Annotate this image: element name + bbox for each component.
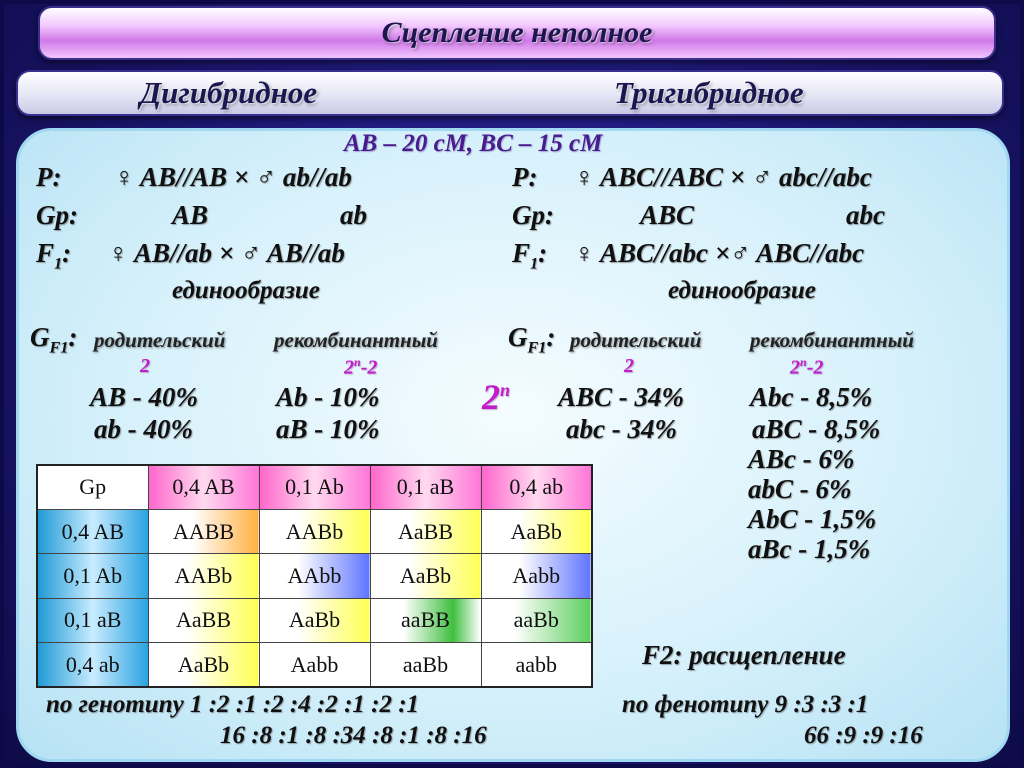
tri-recombinant-gamete-4: abC - 6%	[748, 474, 852, 504]
punnett-col-header: 0,4 AB	[148, 465, 259, 509]
punnett-row	[37, 509, 592, 553]
tri-recombinant-gamete-2: aBC - 8,5%	[752, 414, 881, 444]
tri-recombinant-gamete-3: ABc - 6%	[748, 444, 855, 474]
punnett-col-header: 0,1 Ab	[259, 465, 370, 509]
di-p-label: P:	[36, 162, 62, 192]
punnett-row-header: 0,1 aB	[37, 598, 148, 642]
tri-recombinant-count: 2$^n$-2	[790, 355, 824, 379]
tri-p-label: P:	[512, 162, 538, 192]
gene-distances: AB – 20 cM, BC – 15 cM	[344, 130, 603, 157]
di-parental-heading: родительский	[94, 328, 226, 352]
di-gp-label: Gp:	[36, 200, 78, 230]
punnett-cell: aaBb	[370, 643, 481, 687]
punnett-row	[37, 554, 592, 598]
di-parental-count: 2	[140, 355, 150, 377]
f2-segregation-label: F2: расщепление	[642, 640, 846, 670]
subtitle-banner	[16, 70, 1004, 116]
tri-recombinant-gamete-5: AbC - 1,5%	[748, 504, 877, 534]
genotype-ratio-trihybrid: 16 :8 :1 :8 :34 :8 :1 :8 :16	[220, 722, 487, 749]
punnett-cell: AaBb	[259, 598, 370, 642]
punnett-cell: AaBb	[481, 509, 592, 553]
punnett-cell: aaBb	[481, 598, 592, 642]
phenotype-ratio-dihybrid: по фенотипу 9 :3 :3 :1	[622, 691, 869, 718]
punnett-row-header: 0,1 Ab	[37, 554, 148, 598]
di-f1-label: $F_1$:	[36, 238, 72, 273]
punnett-cell: Aabb	[259, 643, 370, 687]
tri-gf1-label: $G_{F1}$:	[508, 322, 556, 357]
punnett-row-header: 0,4 AB	[37, 509, 148, 553]
di-recombinant-heading: рекомбинантный	[274, 328, 438, 352]
di-gp-gamete-1: AB	[172, 200, 209, 230]
punnett-cell: AABb	[259, 509, 370, 553]
punnett-cell: AaBB	[148, 598, 259, 642]
tri-uniformity: единообразие	[668, 277, 816, 304]
punnett-cell: aaBB	[370, 598, 481, 642]
title-banner	[38, 6, 996, 60]
di-parental-gamete-1: AB - 40%	[90, 382, 198, 412]
tri-gp-label: Gp:	[512, 200, 554, 230]
genotype-ratio-dihybrid: по генотипу 1 :2 :1 :2 :4 :2 :1 :2 :1	[46, 691, 420, 718]
di-gf1-label: $G_{F1}$:	[30, 322, 78, 357]
tri-parental-gamete-1: ABC - 34%	[558, 382, 685, 412]
punnett-header-row	[37, 465, 592, 509]
tri-gp-gamete-1: ABC	[640, 200, 695, 230]
punnett-cell: AaBb	[370, 554, 481, 598]
tri-recombinant-heading: рекомбинантный	[750, 328, 914, 352]
tri-parental-count: 2	[624, 355, 634, 377]
punnett-col-header: 0,1 aB	[370, 465, 481, 509]
tri-parental-heading: родительский	[570, 328, 702, 352]
tri-f1-cross: ♀ ABC//abc ×♂ ABC//abc	[574, 238, 865, 268]
tri-recombinant-gamete-1: Abc - 8,5%	[750, 382, 873, 412]
tri-p-cross: ♀ ABC//ABC × ♂ abc//abc	[574, 162, 872, 192]
di-f1-cross: ♀ AB//ab × ♂ AB//ab	[108, 238, 345, 268]
punnett-cell: Aabb	[481, 554, 592, 598]
punnett-row-header: 0,4 ab	[37, 643, 148, 687]
punnett-cell: AAbb	[259, 554, 370, 598]
di-uniformity: единообразие	[172, 277, 320, 304]
tri-gp-gamete-2: abc	[846, 200, 885, 230]
punnett-row	[37, 643, 592, 687]
punnett-cell: AABB	[148, 509, 259, 553]
tri-recombinant-gamete-6: aBc - 1,5%	[748, 534, 871, 564]
punnett-row	[37, 598, 592, 642]
punnett-corner: Gp	[37, 465, 148, 509]
tri-f1-label: $F_1$:	[512, 238, 548, 273]
punnett-cell: AABb	[148, 554, 259, 598]
di-recombinant-count: 2$^n$-2	[344, 355, 378, 379]
phenotype-ratio-trihybrid: 66 :9 :9 :16	[804, 722, 923, 749]
punnett-col-header: 0,4 ab	[481, 465, 592, 509]
di-gp-gamete-2: ab	[340, 200, 367, 230]
punnett-cell: AaBB	[370, 509, 481, 553]
center-formula: 2$^n$	[482, 377, 511, 417]
punnett-square	[36, 464, 593, 688]
punnett-cell: aabb	[481, 643, 592, 687]
right-type-heading: Тригибридное	[614, 75, 804, 110]
di-recombinant-gamete-1: Ab - 10%	[276, 382, 380, 412]
di-parental-gamete-2: ab - 40%	[94, 414, 193, 444]
di-recombinant-gamete-2: aB - 10%	[276, 414, 380, 444]
page-title: Сцепление неполное	[381, 16, 653, 49]
left-type-heading: Дигибридное	[140, 75, 318, 110]
di-p-cross: ♀ AB//AB × ♂ ab//ab	[114, 162, 352, 192]
punnett-cell: AaBb	[148, 643, 259, 687]
tri-parental-gamete-2: abc - 34%	[566, 414, 677, 444]
